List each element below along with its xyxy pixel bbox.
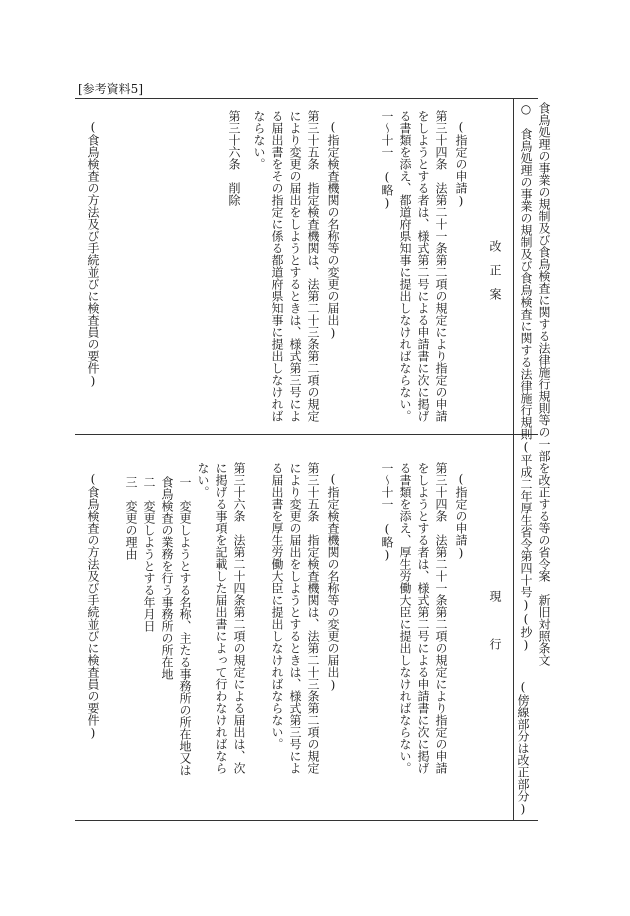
- revised-column-header: 改 正 案: [488, 240, 502, 300]
- reference-label: [参考資料5]: [78, 82, 143, 96]
- current-art35-heading: (指定検査機関の名称等の変更の届出): [326, 472, 340, 692]
- revised-art34-items: 一～十一 (略): [380, 110, 394, 210]
- revised-art34-text: 第三十四条 法第二十一条第二項の規定により指定の申請をしようとする者は、様式第二号による申請書に次に掲げる書類を添え、都道府県知事に提出しなければならない。: [398, 110, 448, 422]
- header-column-divider: [513, 98, 514, 820]
- revised-art36-text: 第三十六条 削除: [227, 110, 241, 206]
- current-art34-items: 一～十一 (略): [380, 462, 394, 562]
- current-art36-item3: 三 変更の理由: [124, 476, 138, 560]
- current-art36-item1: 一 変更しようとする名称、主たる事務所の所在地又は食鳥検査の業務を行う事務所の所在地: [160, 476, 192, 776]
- table-bottom-border: [75, 820, 538, 821]
- revised-art37-heading: (食鳥検査の方法及び手続並びに検査員の要件): [86, 120, 100, 388]
- revised-art34-heading: (指定の申請): [454, 120, 468, 208]
- table-split-line: [75, 434, 538, 435]
- revised-art35-heading: (指定検査機関の名称等の変更の届出): [326, 120, 340, 340]
- current-art37-heading: (食鳥検査の方法及び手続並びに検査員の要件): [86, 472, 100, 740]
- current-column-header: 現 行: [488, 590, 502, 650]
- current-art35-text: 第三十五条 指定検査機関は、法第二十三条第二項の規定により変更の届出をしようとするときは、様式第三号による届出書を厚生労働大臣に提出しなければならない。: [270, 462, 320, 774]
- current-art34-heading: (指定の申請): [454, 472, 468, 560]
- document-title: 食鳥処理の事業の規制及び食鳥検査に関する法律施行規則等の一部を改正する等の省令案 新旧対照条文: [537, 102, 551, 666]
- table-top-border: [75, 98, 538, 99]
- underline-note: (傍線部分は改正部分): [516, 680, 530, 816]
- current-art36-text: 第三十六条 法第二十四条第二項の規定による届出は、次に掲げる事項を記載した届出書によって行わなければならない。: [196, 462, 246, 774]
- document-subtitle: ○ 食鳥処理の事業の規制及び食鳥検査に関する法律施行規則(平成二年厚生省令第四十号)(抄): [519, 102, 533, 652]
- current-art36-item2: 二 変更しようとする年月日: [142, 476, 156, 632]
- revised-art35-text: 第三十五条 指定検査機関は、法第二十三条第二項の規定により変更の届出をしようとするときは、様式第三号による届出書をその指定に係る都道府県知事に提出しなければならない。: [252, 110, 320, 422]
- current-art34-text: 第三十四条 法第二十一条第二項の規定により指定の申請をしようとする者は、様式第二号による申請書に次に掲げる書類を添え、厚生労働大臣に提出しなければならない。: [398, 462, 448, 774]
